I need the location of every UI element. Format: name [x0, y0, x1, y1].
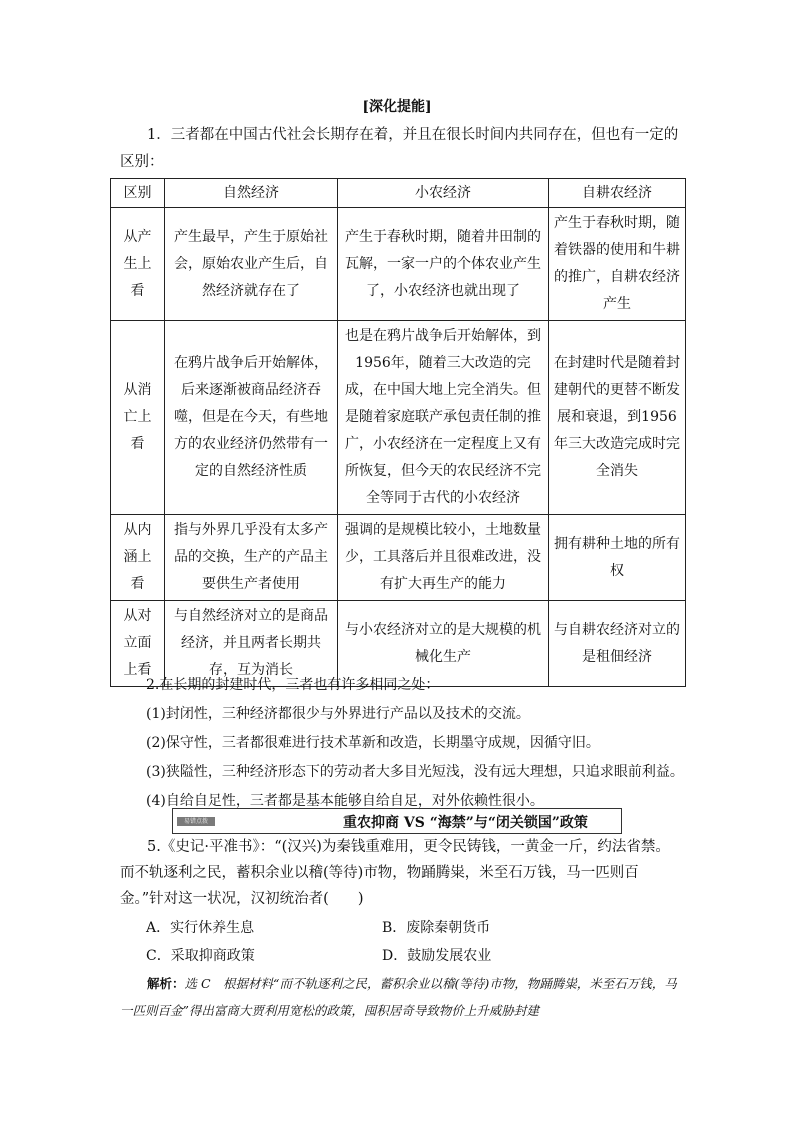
similarities-list — [146, 671, 686, 816]
table-cell: 拥有耕种土地的所有权 — [549, 515, 686, 601]
question-stem: 5.《史记·平准书》：“(汉兴)为秦钱重难用，更令民铸钱，一黄金一斤，约法省禁。而不轨逐利之民，蓄积余业以稽(等待)市物，物踊腾粜，米至石万钱，马一匹则百金。”针对这一状况，汉初统治者( ) — [120, 839, 670, 907]
section-heading: [深化提能] — [362, 99, 432, 115]
analysis-label: 解析： — [147, 976, 185, 991]
table-cell: 强调的是规模比较小，土地数量少，工具落后并且很难改进，没有扩大再生产的能力 — [338, 515, 549, 601]
table-header-row — [111, 179, 686, 208]
column-header: 小农经济 — [338, 179, 549, 208]
column-header: 自耕农经济 — [549, 179, 686, 208]
table-cell: 产生于春秋时期，随着铁器的使用和牛耕的推广，自耕农经济产生 — [549, 208, 686, 321]
table-cell: 也是在鸦片战争后开始解体，到1956年，随着三大改造的完成，在中国大地上完全消失。但是随着家庭联产承包责任制的推广，小农经济在一定程度上又有所恢复，但今天的农民经济不完全等同于古代的小农经济 — [338, 321, 549, 515]
banner-tag: 易错点拨 — [177, 817, 215, 826]
table-cell: 产生最早，产生于原始社会，原始农业产生后，自然经济就存在了 — [165, 208, 338, 321]
table-row — [111, 321, 686, 515]
list-item: (2)保守性，三者都很难进行技术革新和改造，长期墨守成规，因循守旧。 — [146, 735, 600, 751]
similarities-intro: 2.在长期的封建时代，三者也有许多相同之处： — [146, 677, 440, 693]
analysis-paragraph — [120, 970, 680, 1024]
list-item: (4)自给自足性，三者都是基本能够自给自足，对外依赖性很小。 — [146, 793, 544, 809]
question-options — [146, 914, 666, 970]
column-header: 自然经济 — [165, 179, 338, 208]
table-cell: 指与外界几乎没有太多产品的交换，生产的产品主要供生产者使用 — [165, 515, 338, 601]
banner-title: 重农抑商 VS “海禁”与“闭关锁国”政策 — [343, 815, 588, 831]
list-item: (3)狭隘性，三种经济形态下的劳动者大多目光短浅，没有远大理想，只追求眼前利益。 — [146, 764, 684, 780]
table-cell: 与自然经济对立的是商品经济，并且两者长期共存，互为消长 — [165, 601, 338, 687]
table-cell: 与自耕农经济对立的是租佃经济 — [549, 601, 686, 687]
row-label: 从消亡上看 — [111, 321, 165, 515]
row-label: 从对立面上看 — [111, 601, 165, 687]
option-d: D．鼓励发展农业 — [382, 948, 492, 964]
column-header: 区别 — [111, 179, 165, 208]
table-cell: 与小农经济对立的是大规模的机械化生产 — [338, 601, 549, 687]
question-block — [120, 834, 680, 912]
table-cell: 在封建时代是随着封建朝代的更替不断发展和衰退，到1956年三大改造完成时完全消失 — [549, 321, 686, 515]
intro-number: 1． — [147, 127, 171, 143]
analysis-text: 选 C 根据材料“而不轨逐利之民，蓄积余业以稽(等待)市物，物踊腾粜，米至石万钱，马一匹则百金”得出富商大贾利用宽松的政策，囤积居奇导致物价上升威胁封建 — [120, 976, 677, 1018]
table-cell: 在鸦片战争后开始解体，后来逐渐被商品经济吞噬，但是在今天，有些地方的农业经济仍然带有一定的自然经济性质 — [165, 321, 338, 515]
topic-banner — [172, 808, 622, 834]
option-a: A．实行休养生息 — [146, 920, 255, 936]
option-b: B．废除秦朝货币 — [382, 920, 491, 936]
table-row — [111, 515, 686, 601]
comparison-table — [110, 178, 686, 687]
intro-text: 三者都在中国古代社会长期存在着，并且在很长时间内共同存在，但也有一定的区别： — [120, 127, 679, 170]
row-label: 从产生上看 — [111, 208, 165, 321]
row-label: 从内涵上看 — [111, 515, 165, 601]
intro-paragraph — [120, 122, 680, 176]
list-item: (1)封闭性，三种经济都很少与外界进行产品以及技术的交流。 — [146, 706, 530, 722]
table-row — [111, 208, 686, 321]
option-c: C．采取抑商政策 — [146, 948, 255, 964]
table-cell: 产生于春秋时期，随着井田制的瓦解，一家一户的个体农业产生了，小农经济也就出现了 — [338, 208, 549, 321]
